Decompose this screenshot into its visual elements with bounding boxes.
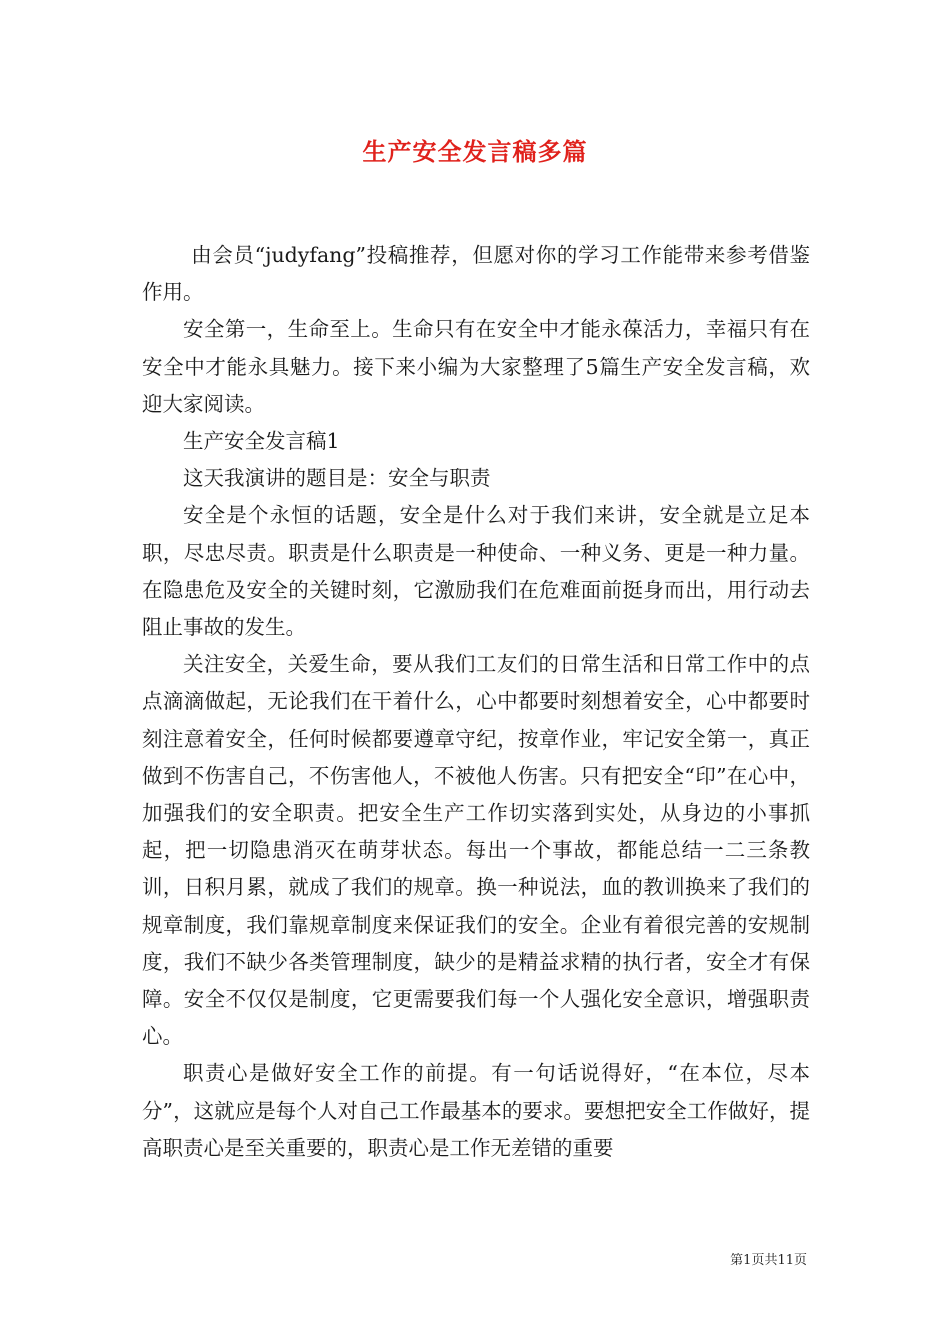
paragraph-body: 职责心是做好安全工作的前提。有一句话说得好，“在本位，尽本分”，这就应是每个人对自己工作最基本的要求。要想把安全工作做好，提高职责心是至关重要的，职责心是工作无差错的重要 [142,1061,810,1160]
paragraph-body: 安全是个永恒的话题，安全是什么对于我们来讲，安全就是立足本职，尽忠尽责。职责是什么职责是一种使命、一种义务、更是一种力量。在隐患危及安全的关键时刻，它激励我们在危难面前挺身而出，用行动去阻止事故的发生。 [142,503,810,640]
paragraph-intro: 由会员“judyfang”投稿推荐，但愿对你的学习工作能带来参考借鉴作用。 [142,243,810,305]
page-number: 第1页共11页 [730,1253,807,1268]
paragraph-body: 关注安全，关爱生命，要从我们工友们的日常生活和日常工作中的点点滴滴做起，无论我们在干着什么，心中都要时刻想着安全，心中都要时刻注意着安全，任何时候都要遵章守纪，按章作业，牢记安全第一，真正做到不伤害自己，不伤害他人，不被他人伤害。只有把安全“印”在心中，加强我们的安全职责。把安全生产工作切实落到实处，从身边的小事抓起，把一切隐患消灭在萌芽状态。每出一个事故，都能总结一二三条教训，日积月累，就成了我们的规章。换一种说法，血的教训换来了我们的规章制度，我们靠规章制度来保证我们的安全。企业有着很完善的安规制度，我们不缺少各类管理制度，缺少的是精益求精的执行者，安全才有保障。安全不仅仅是制度，它更需要我们每一个人强化安全意识，增强职责心。 [142,652,810,1049]
paragraph-preface: 安全第一，生命至上。生命只有在安全中才能永葆活力，幸福只有在安全中才能永具魅力。接下来小编为大家整理了5篇生产安全发言稿，欢迎大家阅读。 [142,317,810,416]
speech-topic: 这天我演讲的题目是：安全与职责 [183,466,491,491]
document-title: 生产安全发言稿多篇 [362,137,588,166]
section-heading: 生产安全发言稿1 [183,429,340,454]
document-body [142,237,810,1167]
